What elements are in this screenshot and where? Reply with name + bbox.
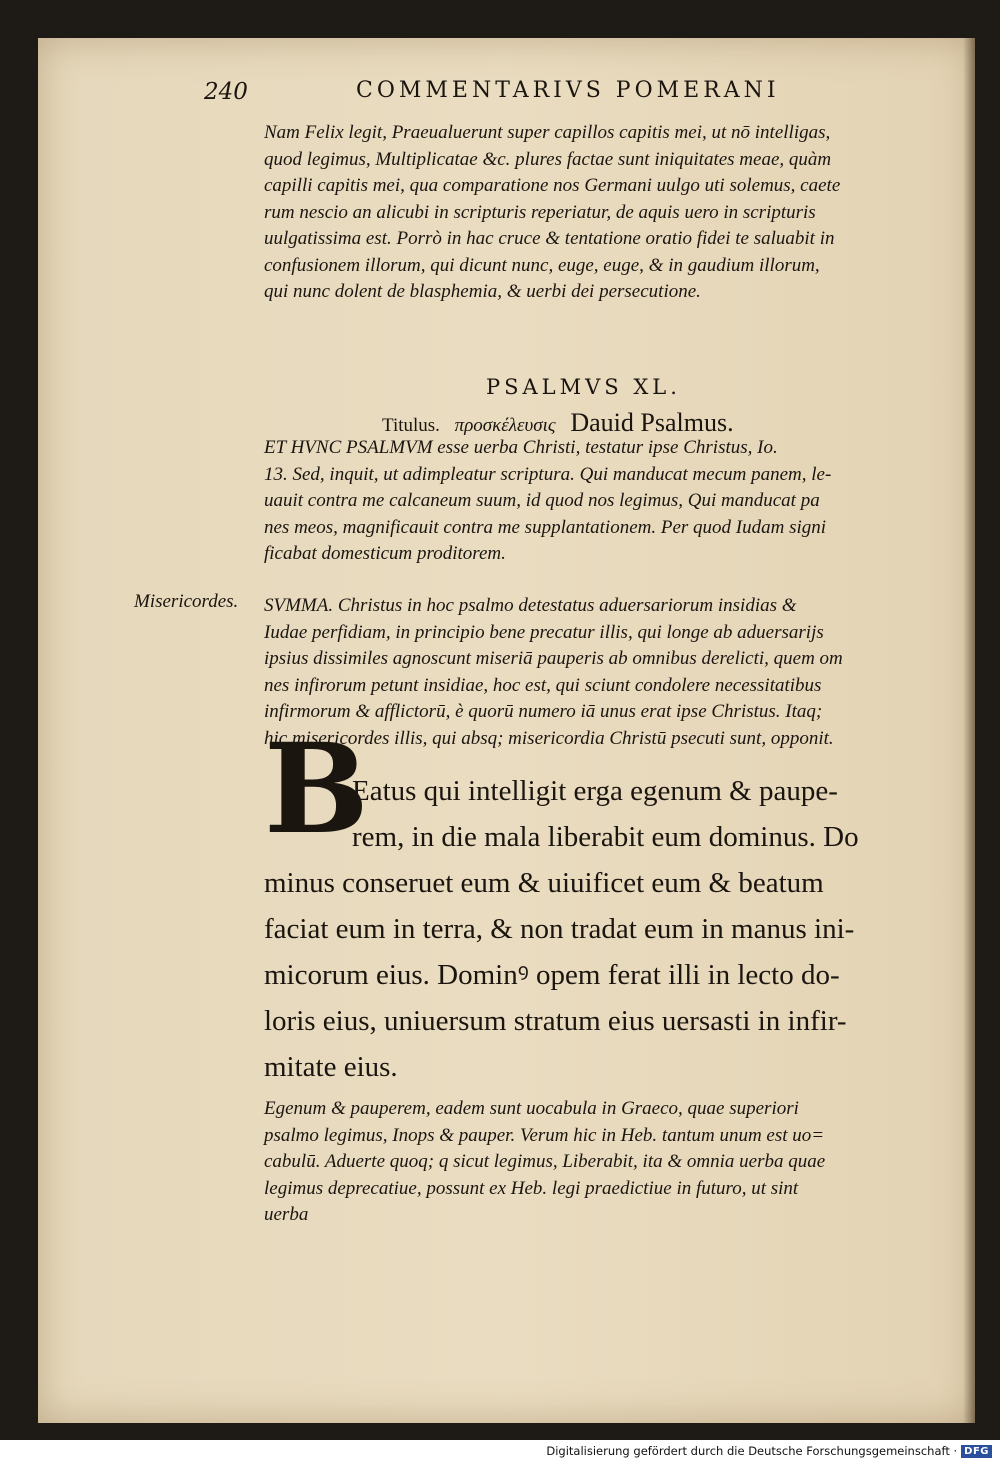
verse-line: micorum eius. Dominꝰ opem ferat illi in lecto do- (264, 959, 840, 991)
summa-paragraph: SVMMA. Christus in hoc psalmo detestatus aduersariorum insidias & Iudae perfidiam, in principio bene precatur illis, qui longe ab aduersarijs ipsius dissimiles agnoscunt miseriā pauperis ab omnibus derelicti, quem om nes infirorum petunt insidiae, hoc est, qui sciunt condolere necessitatibus infirmorum & afflictorū, è quorū numero iā unus erat ipse Christus. Itaq; hic misericordes illis, qui absq; misericordia Christū psecuti sunt, opponit. (264, 595, 843, 749)
verse-line: Eatus qui intelligit erga egenum & paupe- (352, 775, 838, 807)
digitization-credit (546, 1444, 992, 1458)
psalm-title (382, 408, 734, 438)
psalm-heading: PSALMVS XL. (486, 375, 681, 399)
verse-line: rem, in die mala liberabit eum dominus. Do (352, 821, 859, 853)
page-number: 240 (204, 79, 248, 105)
commentary-paragraph-2: ET HVNC PSALMVM esse uerba Christi, testatur ipse Christus, Io. 13. Sed, inquit, ut adimpleatur scriptura. Qui manducat mecum panem, le- uauit contra me calcaneum suum, id quod nos legimus, Qui manducat pa nes meos, magnificauit contra me supplantationem. Per quod Iudam signi ficabat domesticum proditorem. (264, 437, 832, 564)
verse-line: mitate eius. (264, 1051, 398, 1083)
title-main: Dauid Psalmus. (570, 408, 734, 437)
commentary-paragraph-4: Egenum & pauperem, eadem sunt uocabula in Graeco, quae superiori psalmo legimus, Inops & pauper. Verum hic in Heb. tantum unum est uo= cabulū. Aduerte quoq; q sicut legimus, Liberabit, ita & omnia uerba quae legimus deprecatiue, possunt ex Heb. legi praedictiue in futuro, ut sint uerba (264, 1098, 826, 1225)
page-edge-shadow (963, 38, 975, 1423)
running-head: COMMENTARIVS POMERANI (356, 78, 780, 103)
title-label: Titulus. (382, 415, 440, 436)
commentary-paragraph-1: Nam Felix legit, Praeualuerunt super capillos capitis mei, ut nō intelligas, quod legimus, Multiplicatae &c. plures factae sunt iniquitates meae, quàm capilli capitis mei, qua comparatione nos Germani uulgo uti solemus, caete rum nescio an alicubi in scripturis reperiatur, de aquis uero in scripturis uulgatissima est. Porrò in hac cruce & tentatione oratio fidei te saluabit in confusionem illorum, qui dicunt nunc, euge, euge, & in gaudium illorum, qui nunc dolent de blasphemia, & uerbi dei persecutione. (264, 122, 841, 302)
dfg-logo: DFG (961, 1445, 992, 1458)
margin-note: Misericordes. (134, 591, 239, 612)
drop-cap-initial: B (264, 717, 369, 862)
verse-line: loris eius, uniuersum stratum eius uersasti in infir- (264, 1005, 847, 1037)
verse-line: faciat eum in terra, & non tradat eum in manus ini- (264, 913, 855, 945)
credit-text: Digitalisierung gefördert durch die Deutsche Forschungsgemeinschaft · (546, 1444, 958, 1458)
psalm-verse (264, 768, 919, 1090)
book-page (38, 38, 975, 1423)
title-greek: προσκέλευσις (454, 415, 556, 436)
verse-line: minus conseruet eum & uiuificet eum & beatum (264, 867, 824, 899)
